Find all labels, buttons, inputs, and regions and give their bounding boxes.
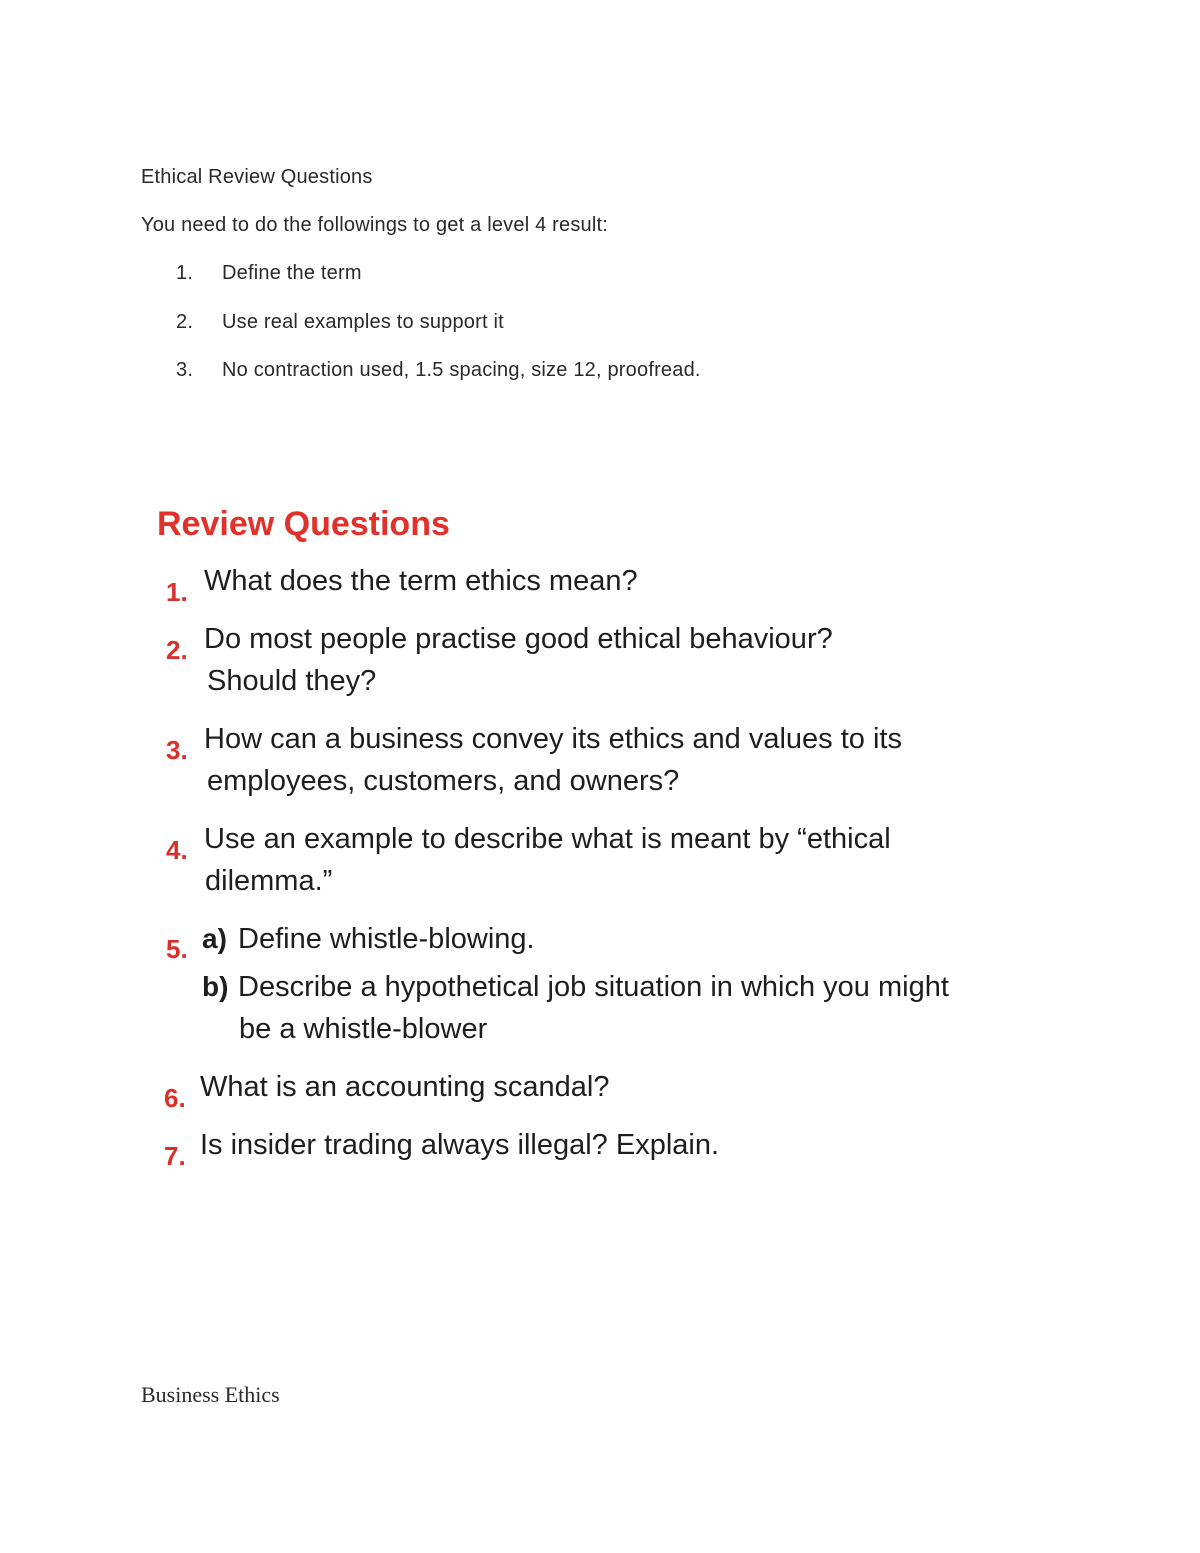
question-number: 1. <box>166 577 188 607</box>
requirement-number: 1. <box>176 262 194 284</box>
question-number: 5. <box>166 934 188 964</box>
question-text: What is an accounting scandal? <box>200 1071 610 1103</box>
question-text: Is insider trading always illegal? Explain. <box>200 1129 720 1161</box>
question-part-letter: b) <box>202 971 229 1002</box>
question-number: 2. <box>166 635 188 665</box>
question-number: 7. <box>164 1141 186 1171</box>
question-text: employees, customers, and owners? <box>207 765 680 797</box>
question-number: 3. <box>166 735 188 765</box>
question-text: What does the term ethics mean? <box>204 565 638 597</box>
page-footer: Business Ethics <box>141 1382 280 1407</box>
question-text: Use an example to describe what is meant by “ethical <box>204 823 891 855</box>
question-text: How can a business convey its ethics and values to its <box>204 723 902 755</box>
requirement-text: Use real examples to support it <box>222 311 504 333</box>
question-text: Should they? <box>207 665 377 697</box>
review-heading: Review Questions <box>157 505 450 543</box>
requirement-number: 2. <box>176 311 194 333</box>
requirement-item <box>176 311 504 334</box>
question-text: Describe a hypothetical job situation in which you might <box>238 971 949 1003</box>
intro-text: You need to do the followings to get a level 4 result: <box>141 214 609 236</box>
question-part-letter: a) <box>202 923 227 954</box>
requirement-item <box>176 359 701 382</box>
question-number: 6. <box>164 1083 186 1113</box>
requirement-number: 3. <box>176 359 194 381</box>
question-text: dilemma.” <box>205 865 333 897</box>
question-text: Do most people practise good ethical behaviour? <box>204 623 833 655</box>
requirement-item <box>176 262 362 285</box>
question-text: Define whistle-blowing. <box>238 923 535 955</box>
question-text: be a whistle-blower <box>239 1013 488 1045</box>
document-title: Ethical Review Questions <box>141 166 373 188</box>
question-number: 4. <box>166 835 188 865</box>
requirement-text: Define the term <box>222 262 362 284</box>
requirement-text: No contraction used, 1.5 spacing, size 12, proofread. <box>222 359 701 381</box>
